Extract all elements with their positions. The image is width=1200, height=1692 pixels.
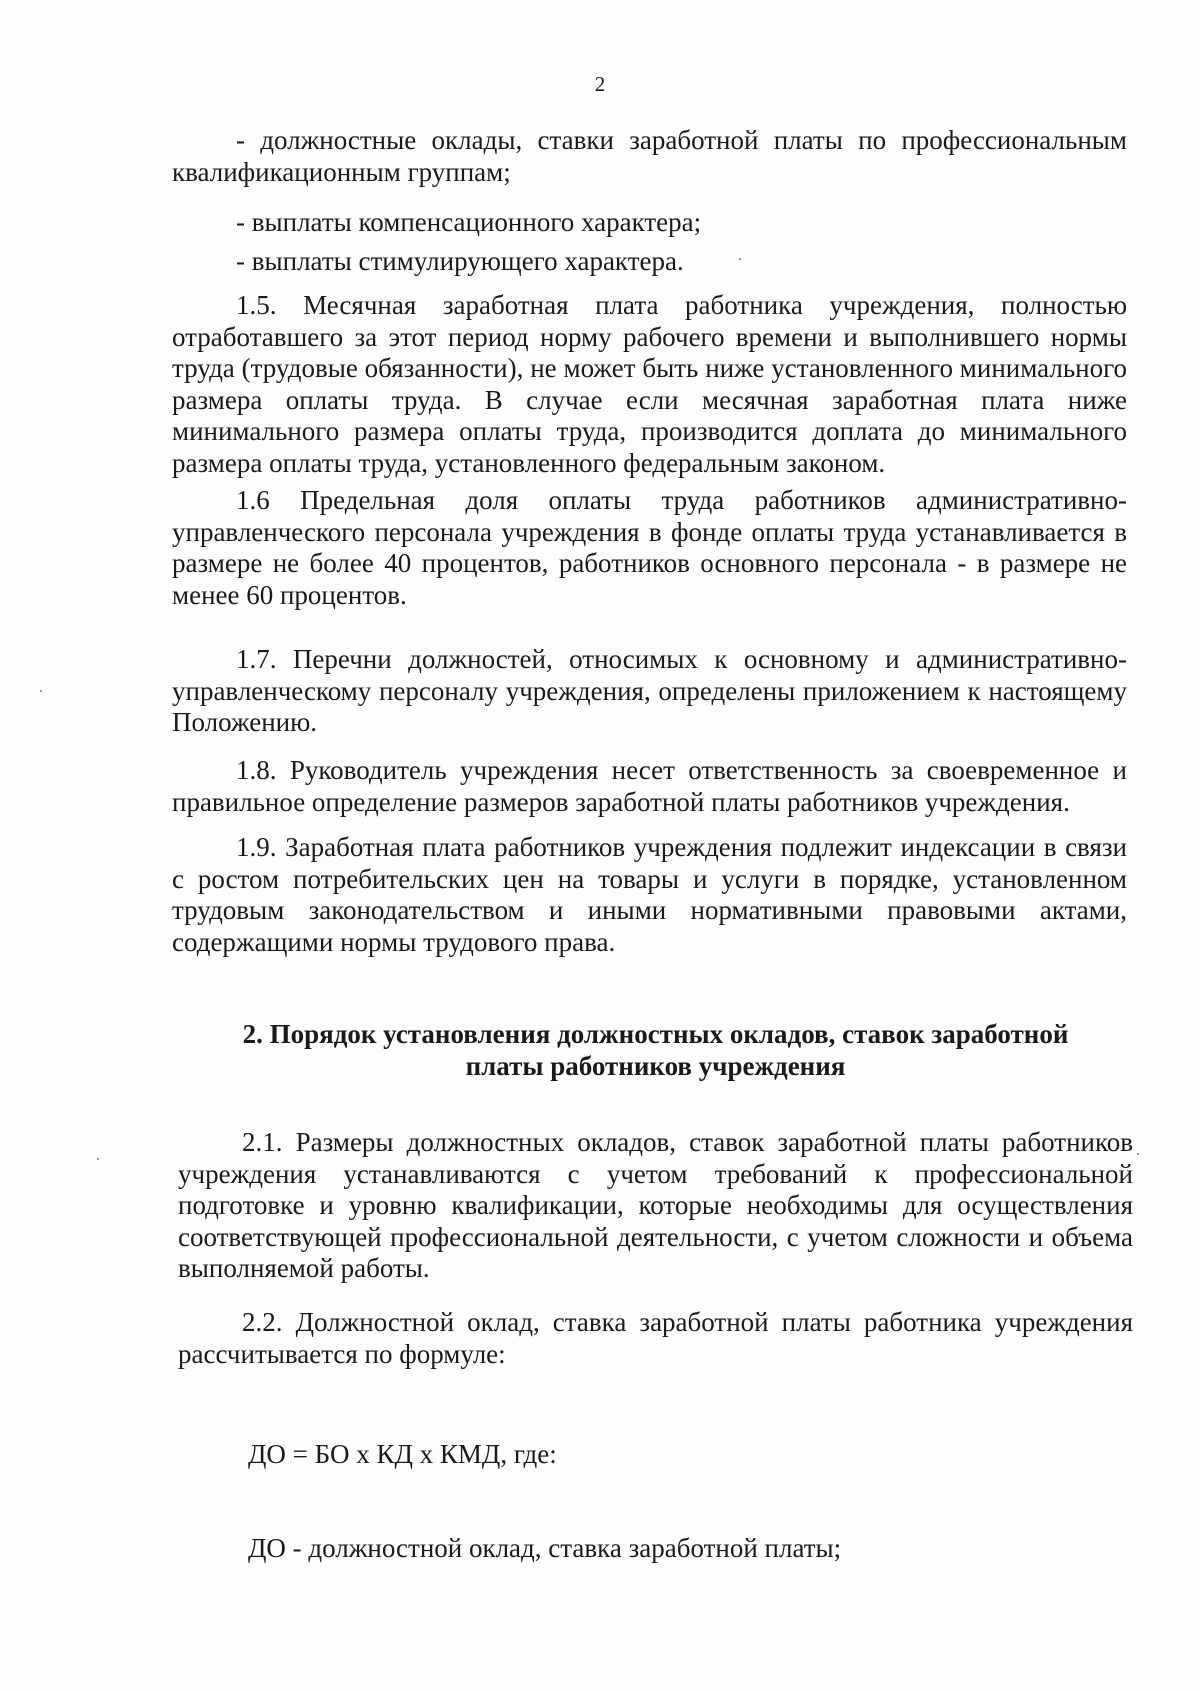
section-2-heading xyxy=(178,1018,1133,1082)
scan-speck xyxy=(97,1158,99,1160)
scan-speck xyxy=(40,690,42,692)
paragraph-1-7: 1.7. Перечни должностей, относимых к основному и административно-управленческому персоналу учреждения, определены приложением к настоящему Положению. xyxy=(172,644,1127,737)
paragraph-2-1: 2.1. Размеры должностных окладов, ставок заработной платы работников учреждения устанавливаются с учетом требований к профессиональной подготовке и уровню квалификации, которые необходимы для осуществления соответствующей профессиональной деятельности, с учетом сложности и объема выполняемой работы. xyxy=(178,1127,1133,1283)
section-2-heading-line2: платы работников учреждения xyxy=(465,1051,846,1081)
section-2-heading-line1: 2. Порядок установления должностных окладов, ставок заработной xyxy=(242,1019,1069,1049)
paragraph-1-8: 1.8. Руководитель учреждения несет ответственность за своевременное и правильное определение размеров заработной платы работников учреждения. xyxy=(172,755,1127,817)
scan-speck xyxy=(1137,1153,1139,1155)
formula: ДО = БО х КД х КМД, где: xyxy=(248,1439,557,1469)
list-item-incentive: - выплаты стимулирующего характера. xyxy=(236,246,684,276)
scan-speck xyxy=(739,258,741,260)
paragraph-1-9: 1.9. Заработная плата работников учреждения подлежит индексации в связи с ростом потребительских цен на товары и услуги в порядке, установленном трудовым законодательством и иными нормативными правовыми актами, содержащими нормы трудового права. xyxy=(172,832,1127,957)
paragraph-2-2: 2.2. Должностной оклад, ставка заработной платы работника учреждения рассчитывается по формуле: xyxy=(178,1307,1133,1369)
definition-do: ДО - должностной оклад, ставка заработной платы; xyxy=(248,1533,842,1563)
paragraph-1-5: 1.5. Месячная заработная плата работника учреждения, полностью отработавшего за этот период норму рабочего времени и выполнившего нормы труда (трудовые обязанности), не может быть ниже установленного минимального размера оплаты труда. В случае если месячная заработная плата ниже минимального размера оплаты труда, производится доплата до минимального размера оплаты труда, установленного федеральным законом. xyxy=(172,290,1127,478)
paragraph-1-6: 1.6 Предельная доля оплаты труда работников административно-управленческого персонала учреждения в фонде оплаты труда устанавливается в размере не более 40 процентов, работников основного персонала - в размере не менее 60 процентов. xyxy=(172,485,1127,610)
page-number: 2 xyxy=(594,72,606,96)
list-item-compensation: - выплаты компенсационного характера; xyxy=(236,207,702,237)
list-item-salaries: - должностные оклады, ставки заработной платы по профессиональным квалификационным группам; xyxy=(172,125,1127,187)
